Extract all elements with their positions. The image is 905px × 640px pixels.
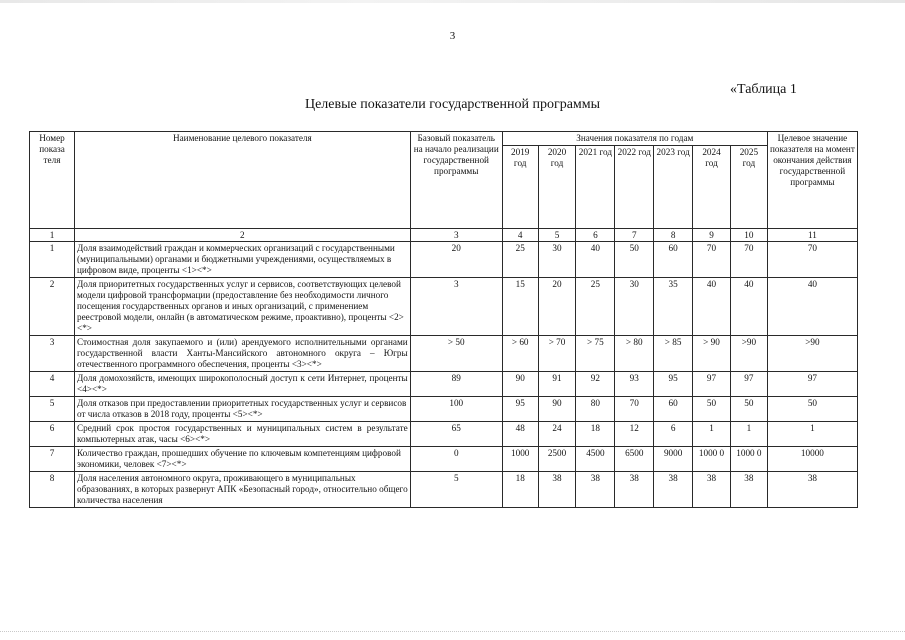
year-value-cell: > 85 [654,336,693,372]
header-year: 2021 год [576,146,615,229]
year-value-cell: 70 [730,242,767,278]
header-year: 2023 год [654,146,693,229]
year-value-cell: 30 [538,242,576,278]
table-row [30,472,858,508]
year-value-cell: 1000 0 [730,447,767,472]
target-value-cell: 70 [767,242,857,278]
scan-edge-bottom [0,631,905,640]
base-value-cell: 0 [410,447,502,472]
table-row [30,242,858,278]
year-value-cell: 70 [693,242,731,278]
target-value-cell: 10000 [767,447,857,472]
year-value-cell: 25 [502,242,538,278]
header-years-group: Значения показателя по годам [502,132,767,146]
indicator-name-cell: Средний срок простоя государственных и муниципальных систем в результате компьютерных атак, часы <6><*> [75,422,411,447]
year-value-cell: 15 [502,278,538,336]
column-number: 4 [502,229,538,242]
scan-edge-top [0,0,905,3]
year-value-cell: 93 [615,372,654,397]
header-year: 2025 год [730,146,767,229]
row-number-cell: 6 [30,422,75,447]
indicator-name-cell: Доля приоритетных государственных услуг и сервисов, соответствующих целевой модели цифровой трансформации (предоставление без необходимости личного посещения государственных органов и иных организаций, с применением реестровой модели, онлайн (в автоматическом режиме, проактивно), проценты <2><*> [75,278,411,336]
year-value-cell: 6 [654,422,693,447]
header-year: 2020 год [538,146,576,229]
target-value-cell: 97 [767,372,857,397]
row-number-cell: 4 [30,372,75,397]
year-value-cell: 40 [730,278,767,336]
base-value-cell: 89 [410,372,502,397]
target-value-cell: >90 [767,336,857,372]
year-value-cell: 25 [576,278,615,336]
year-value-cell: > 80 [615,336,654,372]
year-value-cell: 90 [502,372,538,397]
year-value-cell: 50 [615,242,654,278]
header-base: Базовый показатель на начало реализации государственной программы [410,132,502,229]
year-value-cell: 50 [730,397,767,422]
document-title: Целевые показатели государственной программы [304,97,601,112]
table-row [30,278,858,336]
target-indicators-table [29,131,858,508]
year-value-cell: 18 [576,422,615,447]
indicator-name-cell: Доля населения автономного округа, проживающего в муниципальных образованиях, в которых развернут АПК «Безопасный город», относительно общего количества населения [75,472,411,508]
year-value-cell: 38 [615,472,654,508]
column-number: 8 [654,229,693,242]
year-value-cell: 95 [502,397,538,422]
year-value-cell: 38 [654,472,693,508]
year-value-cell: 90 [538,397,576,422]
year-value-cell: > 90 [693,336,731,372]
year-value-cell: 38 [693,472,731,508]
header-year: 2024 год [693,146,731,229]
year-value-cell: 60 [654,242,693,278]
year-value-cell: 24 [538,422,576,447]
target-value-cell: 50 [767,397,857,422]
indicator-name-cell: Количество граждан, прошедших обучение по ключевым компетенциям цифровой экономики, человек <7><*> [75,447,411,472]
column-number: 6 [576,229,615,242]
column-number: 5 [538,229,576,242]
year-value-cell: 1000 0 [693,447,731,472]
year-value-cell: 1 [693,422,731,447]
indicator-name-cell: Доля домохозяйств, имеющих широкополосный доступ к сети Интернет, проценты <4><*> [75,372,411,397]
target-value-cell: 40 [767,278,857,336]
indicator-name-cell: Доля взаимодействий граждан и коммерческих организаций с государственными (муниципальными) органами и бюджетными учреждениями, осуществляемых в цифровом виде, проценты <1><*> [75,242,411,278]
row-number-cell: 5 [30,397,75,422]
header-year: 2022 год [615,146,654,229]
indicator-name-cell: Доля отказов при предоставлении приоритетных государственных услуг и сервисов от числа отказов в 2018 году, проценты <5><*> [75,397,411,422]
year-value-cell: 9000 [654,447,693,472]
target-value-cell: 1 [767,422,857,447]
column-number: 7 [615,229,654,242]
indicator-name-cell: Стоимостная доля закупаемого и (или) арендуемого исполнительными органами государственной власти Ханты-Мансийского автономного округа – Югры отечественного программного обеспечения, проценты <3><*> [75,336,411,372]
year-value-cell: 40 [576,242,615,278]
year-value-cell: 35 [654,278,693,336]
base-value-cell: 3 [410,278,502,336]
row-number-cell: 8 [30,472,75,508]
table-row [30,372,858,397]
row-number-cell: 3 [30,336,75,372]
base-value-cell: 100 [410,397,502,422]
header-number: Номер показа теля [30,132,75,229]
column-number: 9 [693,229,731,242]
year-value-cell: 60 [654,397,693,422]
table-label: «Таблица 1 [730,82,797,97]
base-value-cell: > 50 [410,336,502,372]
column-number: 11 [767,229,857,242]
row-number-cell: 7 [30,447,75,472]
table-row [30,447,858,472]
year-value-cell: 20 [538,278,576,336]
year-value-cell: > 70 [538,336,576,372]
year-value-cell: > 60 [502,336,538,372]
header-name: Наименование целевого показателя [75,132,411,229]
header-target: Целевое значение показателя на момент окончания действия государственной программы [767,132,857,229]
base-value-cell: 5 [410,472,502,508]
year-value-cell: 1000 [502,447,538,472]
year-value-cell: 6500 [615,447,654,472]
year-value-cell: 2500 [538,447,576,472]
column-number: 3 [410,229,502,242]
year-value-cell: 95 [654,372,693,397]
year-value-cell: 97 [693,372,731,397]
year-value-cell: 12 [615,422,654,447]
year-value-cell: 4500 [576,447,615,472]
row-number-cell: 2 [30,278,75,336]
year-value-cell: 97 [730,372,767,397]
table-row [30,422,858,447]
year-value-cell: > 75 [576,336,615,372]
page-number: 3 [449,30,456,42]
column-number-row [30,229,858,242]
year-value-cell: 92 [576,372,615,397]
year-value-cell: 40 [693,278,731,336]
year-value-cell: 80 [576,397,615,422]
base-value-cell: 20 [410,242,502,278]
table-row [30,397,858,422]
year-value-cell: 38 [538,472,576,508]
table-row [30,336,858,372]
year-value-cell: 30 [615,278,654,336]
year-value-cell: 50 [693,397,731,422]
year-value-cell: 18 [502,472,538,508]
column-number: 1 [30,229,75,242]
base-value-cell: 65 [410,422,502,447]
column-number: 10 [730,229,767,242]
year-value-cell: 48 [502,422,538,447]
year-value-cell: >90 [730,336,767,372]
year-value-cell: 38 [576,472,615,508]
column-number: 2 [75,229,411,242]
year-value-cell: 91 [538,372,576,397]
header-year: 2019 год [502,146,538,229]
year-value-cell: 1 [730,422,767,447]
row-number-cell: 1 [30,242,75,278]
year-value-cell: 70 [615,397,654,422]
target-value-cell: 38 [767,472,857,508]
year-value-cell: 38 [730,472,767,508]
